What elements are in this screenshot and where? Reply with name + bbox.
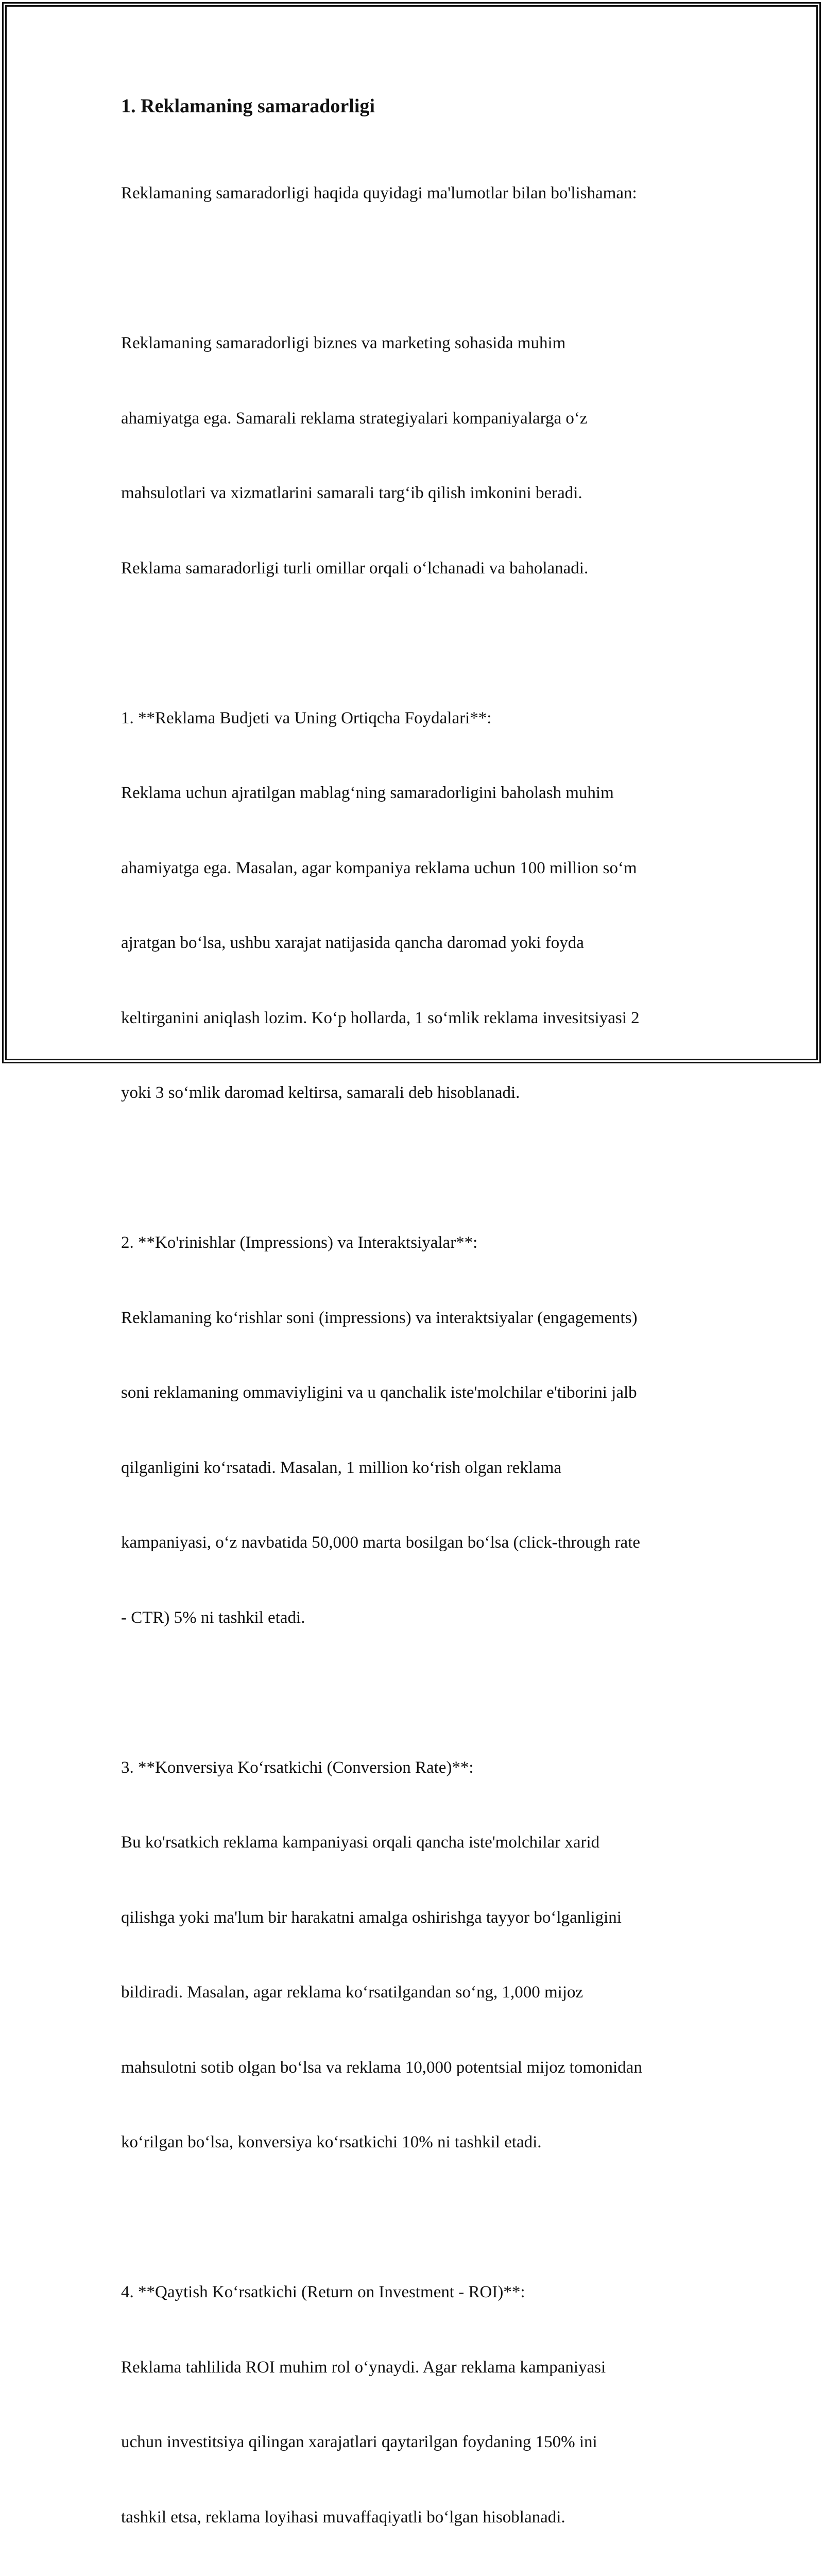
section-line: ko‘rilgan bo‘lsa, konversiya ko‘rsatkichi 10% ni tashkil etadi. xyxy=(121,2133,542,2151)
section-budget xyxy=(121,656,708,1156)
section-line: qilganligini ko‘rsatadi. Masalan, 1 million ko‘rish olgan reklama xyxy=(121,1458,562,1477)
section-line: uchun investitsiya qilingan xarajatlari qaytarilgan foydaning 150% ini xyxy=(121,2433,597,2451)
section-line: kampaniyasi, o‘z navbatida 50,000 marta bosilgan bo‘lsa (click-through rate xyxy=(121,1533,641,1552)
document-heading: 1. Reklamaning samaradorligi xyxy=(121,95,375,117)
overview-line: Reklamaning samaradorligi biznes va marketing sohasida muhim xyxy=(121,334,566,352)
section-line: soni reklamaning ommaviyligini va u qanchalik iste'molchilar e'tiborini jalb xyxy=(121,1383,637,1402)
section-line: keltirganini aniqlash lozim. Ko‘p hollarda, 1 so‘mlik reklama invesitsiyasi 2 xyxy=(121,1008,640,1027)
section-line: ajratgan bo‘lsa, ushbu xarajat natijasida qancha daromad yoki foyda xyxy=(121,934,584,952)
section-line: mahsulotni sotib olgan bo‘lsa va reklama 10,000 potentsial mijoz tomonidan xyxy=(121,2058,642,2077)
section-line: Bu ko'rsatkich reklama kampaniyasi orqali qancha iste'molchilar xarid xyxy=(121,1833,600,1852)
section-line: Reklama tahlilida ROI muhim rol o‘ynaydi. Agar reklama kampaniyasi xyxy=(121,2358,606,2377)
intro-paragraph xyxy=(121,131,708,256)
section-line: ahamiyatga ega. Masalan, agar kompaniya reklama uchun 100 million so‘m xyxy=(121,858,637,877)
overview-line: mahsulotlari va xizmatlarini samarali targ‘ib qilish imkonini beradi. xyxy=(121,484,582,502)
section-title: 1. **Reklama Budjeti va Uning Ortiqcha Foydalari**: xyxy=(121,708,492,727)
section-line: tashkil etsa, reklama loyihasi muvaffaqiyatli bo‘lgan hisoblanadi. xyxy=(121,2507,565,2527)
section-line: Reklama uchun ajratilgan mablag‘ning samaradorligini baholash muhim xyxy=(121,784,614,802)
section-line: bildiradi. Masalan, agar reklama ko‘rsatilgandan so‘ng, 1,000 mijoz xyxy=(121,1983,583,2002)
section-roi xyxy=(121,2230,708,2576)
overview-line: Reklama samaradorligi turli omillar orqali o‘lchanadi va baholanadi. xyxy=(121,558,589,578)
section-line: yoki 3 so‘mlik daromad keltirsa, samarali deb hisoblanadi. xyxy=(121,1083,520,1102)
section-impressions xyxy=(121,1180,708,1680)
document-body xyxy=(121,94,708,2576)
section-conversion xyxy=(121,1705,708,2205)
section-title: 4. **Qaytish Ko‘rsatkichi (Return on Investment - ROI)**: xyxy=(121,2283,525,2301)
overview-line: ahamiyatga ega. Samarali reklama strategiyalari kompaniyalarga o‘z xyxy=(121,409,588,428)
intro-line: Reklamaning samaradorligi haqida quyidagi ma'lumotlar bilan bo'lishaman: xyxy=(121,184,637,202)
section-line: qilishga yoki ma'lum bir harakatni amalga oshirishga tayyor bo‘lganligini xyxy=(121,1908,622,1927)
section-title: 2. **Ko'rinishlar (Impressions) va Interaktsiyalar**: xyxy=(121,1233,478,1252)
section-title: 3. **Konversiya Ko‘rsatkichi (Conversion Rate)**: xyxy=(121,1758,474,1777)
overview-paragraph xyxy=(121,281,708,631)
section-line: - CTR) 5% ni tashkil etadi. xyxy=(121,1608,305,1627)
section-line: Reklamaning ko‘rishlar soni (impressions) va interaktsiyalar (engagements) xyxy=(121,1308,638,1327)
